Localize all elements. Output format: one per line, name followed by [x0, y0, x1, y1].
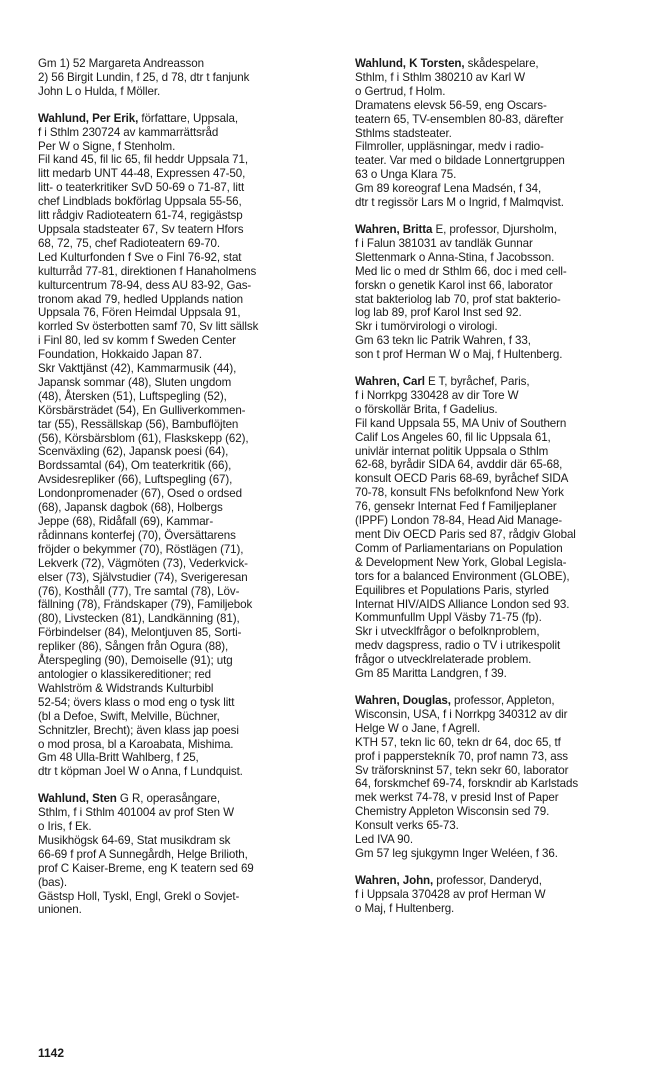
entry-line: Japansk sommar (48), Sluten ungdom — [38, 375, 232, 389]
entry-line: (68), Japansk dagbok (68), Holbergs — [38, 501, 223, 515]
entry-heading-rest: skådespelare, — [464, 57, 539, 70]
entry-line: Gm 1) 52 Margareta Andreasson — [38, 57, 204, 70]
entry-heading-rest: professor, Danderyd, — [433, 873, 542, 887]
entry-heading — [38, 792, 338, 806]
entry-line: Schnitzler, Brecht); även klass jap poesi — [38, 723, 239, 737]
entry-line: 68, 72, 75, chef Radioteatern 69-70. — [38, 236, 221, 250]
entry-line: (48), Återsken (51), Luftspegling (52), — [38, 389, 227, 403]
entry-line: Equilibres et Populations Paris, styrled — [355, 583, 549, 597]
entry-line: Fil kand 45, fil lic 65, fil heddr Uppsala 71, — [38, 153, 248, 167]
entry-line: prof i papperstekník 70, prof namn 73, ass — [355, 749, 568, 763]
entry-line: Foundation, Hokkaido Japan 87. — [38, 348, 202, 362]
entry-line: mek werkst 74-78, v presid Inst of Paper — [355, 791, 559, 805]
entry-line: o förskollär Brita, f Gadelius. — [355, 402, 498, 416]
entry-line: Londonpromenader (67), Osed o ordsed — [38, 487, 242, 501]
entry-line: Jeppe (68), Ridåfall (69), Kammar- — [38, 515, 214, 528]
entry-line: (80), Livstecken (81), Landkänning (81), — [38, 612, 240, 626]
entry-line: dtr t regissör Lars M o Ingrid, f Malmqvist. — [355, 196, 564, 210]
entry-line: Sthlm, f i Sthlm 401004 av prof Sten W — [38, 806, 234, 820]
entry-line: Konsult verks 65-73. — [355, 819, 459, 833]
entry-line: 2) 56 Birgit Lundin, f 25, d 78, dtr t fanjunk — [38, 70, 250, 84]
entry-line: elser (73), Självstudier (74), Sverigeresan — [38, 570, 248, 584]
entry-line: (76), Kosthåll (77), Tre samtal (78), Löv- — [38, 584, 240, 598]
entry-line: 62-68, byrådir SIDA 64, avddir där 65-68, — [355, 458, 563, 472]
entry-line: son t prof Herman W o Maj, f Hultenberg. — [355, 348, 563, 362]
entry-line: konsult OECD Paris 68-69, byråchef SIDA — [355, 472, 569, 486]
entry-line: i Finl 80, led sv komm f Sweden Center — [38, 334, 236, 348]
entry-surname: Wahren, — [355, 222, 400, 236]
entry-line: korrled Sv österbotten samf 70, Sv litt sällsk — [38, 320, 259, 334]
entry-line: litt medarb UNT 44-48, Expressen 47-50, — [38, 167, 246, 181]
entry-line: Wahlström & Widstrands Kulturbibl — [38, 681, 214, 695]
entry-line: Återspegling (90), Demoiselle (91); utg — [38, 654, 233, 668]
entry-line: kulturcentrum 78-94, dess AU 83-92, Gas- — [38, 278, 252, 292]
entry-line: teatern 65, TV-ensemblen 80-83, därefter — [355, 112, 564, 126]
entry-line: fröjder o bekymmer (70), Röstlägen (71), — [38, 542, 244, 556]
entry-line: Chemistry Appleton Wisconsin sed 79. — [355, 805, 550, 819]
entry-heading — [355, 57, 645, 71]
entry-line: 76, gensekr Internat Fed f Familjeplaner — [355, 500, 557, 514]
biography-entry — [355, 874, 645, 916]
entry-line: 63 o Unga Klara 75. — [355, 168, 457, 182]
entry-line: (56), Körsbärsblom (61), Flaskskepp (62), — [38, 431, 249, 445]
entry-given-name: K Torsten, — [409, 57, 465, 70]
entry-line: fällning (78), Frändskaper (79), Familjebok — [38, 598, 253, 612]
entry-line: Sthlm, f i Sthlm 380210 av Karl W — [355, 70, 526, 84]
entry-line: teater. Var med o bildade Lonnertgruppen — [355, 154, 565, 168]
entry-line: 70-78, konsult FNs befolknfond New York — [355, 486, 564, 500]
biography-entry — [355, 375, 645, 681]
entry-line: Calif Los Angeles 60, fil lic Uppsala 61, — [355, 430, 551, 444]
entry-line: medv dagspress, radio o TV i utrikespolit — [355, 639, 561, 653]
entry-line: & Development New York, Global Legisla- — [355, 555, 567, 569]
entry-heading — [355, 375, 645, 389]
biography-entry — [355, 57, 645, 210]
entry-line: Uppsala stadsteater 67, Sv teatern Hfors — [38, 222, 244, 236]
entry-surname: Wahlund, — [355, 57, 406, 70]
entry-heading — [355, 874, 645, 888]
right-column — [355, 57, 645, 929]
entry-line: KTH 57, tekn lic 60, tekn dr 64, doc 65, tf — [355, 735, 561, 749]
entry-line: Sthlms stadsteater. — [355, 126, 452, 140]
biography-entry — [38, 792, 338, 917]
entry-line: Kommunfullm Uppl Väsby 71-75 (fp). — [355, 611, 542, 625]
entry-line: Gm 57 leg sjukgymn Inger Weléen, f 36. — [355, 846, 558, 860]
entry-line: Musikhögsk 64-69, Stat musikdram sk — [38, 833, 231, 847]
entry-given-name: Sten — [92, 792, 117, 806]
entry-line: Filmroller, uppläsningar, medv i radio- — [355, 140, 544, 154]
entry-line: Scenväxling (62), Japansk poesi (64), — [38, 445, 229, 459]
biography-entry — [38, 112, 338, 780]
entry-line: litt rådgiv Radioteatern 61-74, regigästsp — [38, 209, 243, 223]
page-number: 1142 — [38, 1046, 65, 1060]
entry-given-name: Douglas, — [402, 693, 451, 707]
entry-line: frågor o utvecklrelaterade problem. — [355, 653, 532, 667]
entry-line: dtr t köpman Joel W o Anna, f Lundquist. — [38, 765, 243, 779]
entry-line: Förbindelser (84), Melontjuven 85, Sorti- — [38, 626, 242, 640]
entry-heading — [38, 112, 338, 126]
entry-heading-rest: professor, Appleton, — [450, 693, 555, 707]
entry-heading-rest: E T, byråchef, Paris, — [424, 375, 530, 389]
entry-line: Sv träforskninst 57, tekn sekr 60, laborator — [355, 763, 569, 777]
entry-line: 66-69 f prof A Sunnegårdh, Helge Brilioth, — [38, 847, 248, 861]
entry-heading-rest: E, professor, Djursholm, — [432, 222, 557, 236]
entry-line: f i Falun 381031 av tandläk Gunnar — [355, 236, 533, 250]
entry-line: ment Div OECD Paris sed 87, rådgiv Global — [355, 528, 576, 541]
entry-line: Skr i utvecklfrågor o befolknproblem, — [355, 625, 540, 639]
entry-line: Gm 89 koreograf Lena Madsén, f 34, — [355, 182, 542, 196]
biography-entry — [355, 223, 645, 362]
entry-line: f i Norrkpg 330428 av dir Tore W — [355, 388, 519, 402]
entry-line: Led IVA 90. — [355, 833, 413, 847]
entry-line: Gästsp Holl, Tyskl, Engl, Grekl o Sovjet- — [38, 889, 240, 903]
entry-line: litt- o teaterkritiker SvD 50-69 o 71-87, litt — [38, 181, 245, 195]
entry-line: Dramatens elevsk 56-59, eng Oscars- — [355, 98, 547, 112]
entry-line: (bl a Defoe, Swift, Melville, Büchner, — [38, 709, 220, 723]
entry-line: Slettenmark o Anna-Stina, f Jacobsson. — [355, 250, 555, 264]
entry-line: Bordssamtal (64), Om teaterkritik (66), — [38, 459, 232, 473]
biography-entry — [355, 694, 645, 861]
entry-heading — [355, 694, 645, 708]
entry-line: Fil kand Uppsala 55, MA Univ of Southern — [355, 416, 567, 430]
entry-line: log lab 89, prof Karol Inst sed 92. — [355, 306, 522, 320]
entry-line: 64, forskmchef 69-74, forskndir ab Karlstads — [355, 777, 579, 791]
biography-entry — [38, 57, 338, 99]
entry-line: Skr i tumörvirologi o virologi. — [355, 320, 498, 334]
entry-surname: Wahlund, — [38, 111, 89, 125]
entry-line: Lekverk (72), Vägmöten (73), Vederkvick- — [38, 556, 248, 570]
entry-line: f i Sthlm 230724 av kammarrättsråd — [38, 125, 219, 139]
entry-line: Led Kulturfonden f Sve o Finl 76-92, stat — [38, 250, 242, 264]
entry-given-name: John, — [402, 873, 434, 887]
entry-surname: Wahren, — [355, 375, 400, 389]
entry-given-name: Carl — [402, 375, 425, 389]
entry-line: unionen. — [38, 903, 82, 917]
entry-line: Gm 48 Ulla-Britt Wahlberg, f 25, — [38, 751, 199, 765]
entry-line: tronom akad 79, hedled Upplands nation — [38, 292, 244, 306]
entry-line: Uppsala 76, Fören Heimdal Uppsala 91, — [38, 306, 241, 320]
entry-line: Skr Vakttjänst (42), Kammarmusik (44), — [38, 362, 237, 376]
entry-line: Internat HIV/AIDS Alliance London sed 93. — [355, 597, 570, 611]
entry-line: o Gertrud, f Holm. — [355, 84, 446, 98]
entry-heading-rest: författare, Uppsala, — [138, 111, 238, 125]
entry-line: chef Lindblads bokförlag Uppsala 55-56, — [38, 195, 242, 209]
entry-line: tors for a balanced Environment (GLOBE), — [355, 569, 570, 583]
entry-line: tar (55), Ressällskap (56), Bambuflöjten — [38, 417, 239, 431]
entry-line: stat bakteriolog lab 70, prof stat bakterio- — [355, 292, 561, 306]
entry-line: o Maj, f Hultenberg. — [355, 901, 455, 915]
entry-surname: Wahren, — [355, 873, 400, 887]
entry-line: kulturråd 77-81, direktionen f Hanaholmens — [38, 264, 257, 278]
entry-surname: Wahren, — [355, 693, 400, 707]
entry-line: forskn o genetik Karol inst 66, laborator — [355, 278, 553, 292]
entry-line: (IPPF) London 78-84, Head Aid Manage- — [355, 514, 563, 528]
entry-line: Körsbärsträdet (54), En Gulliverkommen- — [38, 403, 246, 417]
entry-line: 52-54; övers klass o mod eng o tysk litt — [38, 695, 235, 709]
entry-heading-rest: G R, operasångare, — [116, 792, 220, 806]
entry-line: John L o Hulda, f Möller. — [38, 84, 161, 98]
entry-heading — [355, 223, 645, 237]
left-column — [38, 57, 338, 930]
entry-line: o mod prosa, bl a Karoabata, Mishima. — [38, 737, 234, 751]
entry-given-name: Per Erik, — [92, 111, 139, 125]
entry-line: f i Uppsala 370428 av prof Herman W — [355, 887, 546, 901]
entry-line: antologier o klassikereditioner; red — [38, 667, 211, 681]
entry-line: (bas). — [38, 875, 68, 889]
entry-line: univlär internat politik Uppsala o Sthlm — [355, 444, 549, 458]
entry-line: Gm 85 Maritta Landgren, f 39. — [355, 667, 507, 681]
entry-surname: Wahlund, — [38, 792, 89, 806]
entry-line: Wisconsin, USA, f i Norrkpg 340312 av dir — [355, 707, 568, 721]
entry-line: Helge W o Jane, f Agrell. — [355, 721, 481, 735]
entry-line: prof C Kaiser-Breme, eng K teatern sed 69 — [38, 861, 254, 875]
entry-line: o Iris, f Ek. — [38, 820, 92, 834]
entry-line: Per W o Signe, f Stenholm. — [38, 139, 176, 153]
entry-line: repliker (86), Sången från Ogura (88), — [38, 640, 229, 654]
entry-line: Avsidesrepliker (66), Luftspegling (67), — [38, 473, 233, 487]
entry-line: rådinnans konterfej (70), Översättarens — [38, 528, 236, 542]
entry-given-name: Britta — [402, 222, 433, 236]
entry-line: Comm of Parliamentarians on Population — [355, 541, 563, 555]
entry-line: Med lic o med dr Sthlm 66, doc i med cell- — [355, 264, 567, 278]
entry-line: Gm 63 tekn lic Patrik Wahren, f 33, — [355, 334, 531, 348]
